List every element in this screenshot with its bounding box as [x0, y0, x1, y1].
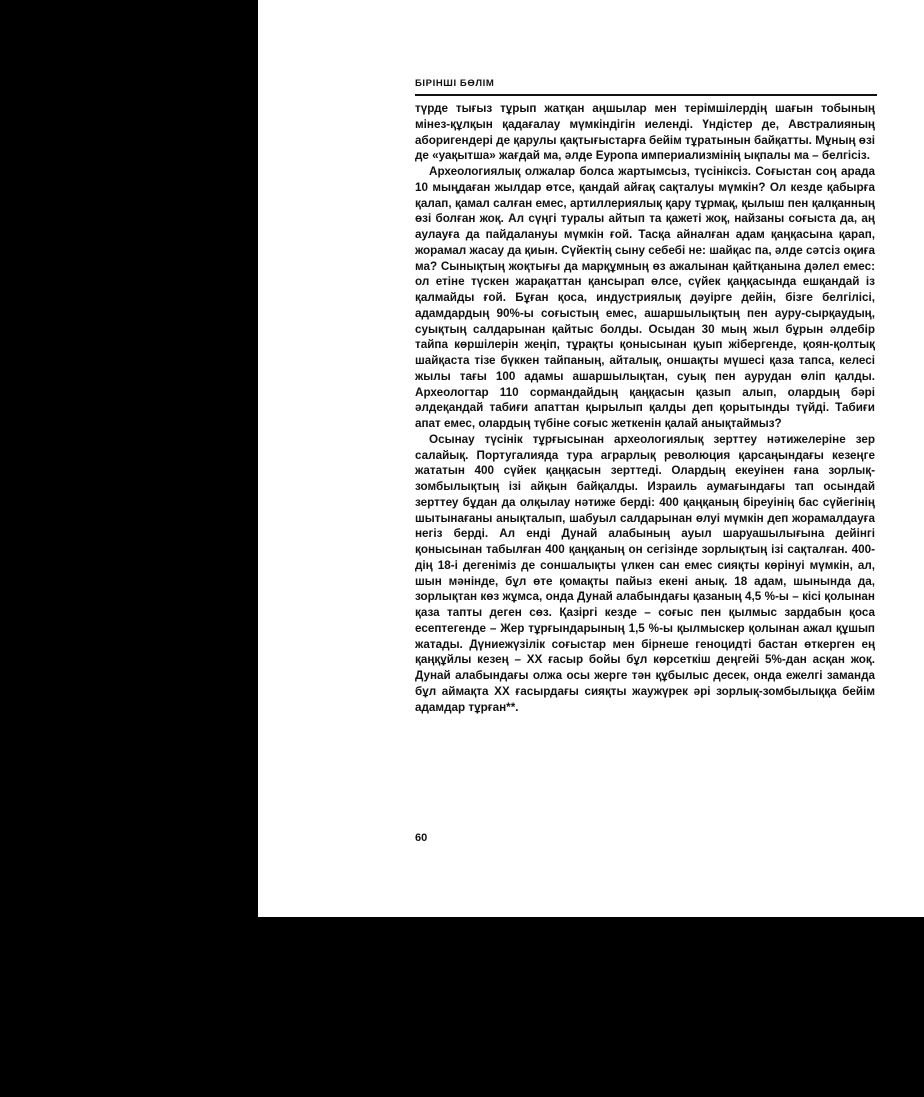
body-text	[415, 101, 875, 715]
scan-bottom-shadow	[258, 917, 924, 1097]
paragraph-research: Осынау түсінік тұрғысынан археологиялық зерттеу нәтижелеріне зер салайық. Португалияда тура аграрлық революция қарсаңындағы кезеңге жататын 400 сүйек қаңқасын зерттеді. Олардың екеуінен ғана зорлық-зомбылықтың ізі айқын байқалды. Израиль аумағындағы тап осындай зерттеу бұдан да олқылау нәтиже берді: 400 қаңқаның біреуінің бас сүйегінің шытынағаны анықталып, шабуыл салдарынан өлуі мүмкін деп жорамалдауға негіз берді. Ал енді Дунай алабының ауыл шаруашылығына дейінгі қонысынан табылған 400 қаңқаның он сегізінде зорлықтың ізі сақталған. 400-дің 18-і дегеніміз де соншалықты үлкен сан емес сияқты көрінуі мүмкін, ал, шын мәнінде, бұл өте қомақты пайыз екені анық. 18 адам, шынында да, зорлықтан көз жұмса, онда Дунай алабындағы қазаның 4,5 %-ы – кісі қолынан қаза тапты деген сөз. Қазіргі кезде – соғыс пен қылмыс зардабын қоса есептегенде – Жер тұрғындарының 1,5 %-ы қылмыскер қолынан ажал құшып жатады. Дүниежүзілік соғыстар мен бірнеше геноцидті бастан өткерген ең қаңқұйлы кезең – XX ғасыр бойы бұл көрсеткіш деңгейі 5%-дан асқан жоқ. Дунай алабындағы олжа осы жерге тән құбылыс десек, онда ежелгі заманда бұл аймақта XX ғасырдағы сияқты жаужүрек әрі зорлық-зомбылыққа бейім адамдар тұрған**.	[415, 432, 875, 714]
paragraph-archaeology: Археологиялық олжалар болса жартымсыз, түсініксіз. Соғыстан соң арада 10 мыңдаған жылдар өтсе, қандай айғақ сақталуы мүмкін? Ол кезде қабырға қалап, қамал салған емес, артиллериялық қару тұрмақ, қылыш пен қалқанның өзі болған жоқ. Ал сүңгі туралы айтып та қажеті жоқ, найзаны соғыста да, аң аулауға да пайдалануы мүмкін ғой. Тасқа айналған адам қаңқасына қарап, жорамал жасау да қиын. Сүйектің сыну себебі не: шайқас па, әлде сәтсіз оқиға ма? Сынықтың жоқтығы да марқұмның өз ажалынан қайтқанына дәлел емес: ол етіне түскен жарақаттан қансырап өлсе, сүйек қаңқасында ешқандай із қалмайды ғой. Бұған қоса, индустриялық дәуірге дейін, бізге белгілісі, адамдардың 90%-ы соғыстың емес, ашаршылықтың пен ауру-сырқаудың, суықтың салдарынан қайтыс болды. Осыдан 30 мың жыл бұрын әлдебір тайпа көршілерін жеңіп, тұрақты қонысынан қуып жібергенде, қоян-қолтық шайқаста тізе бүккен тайпаның, айталық, оншақты мүшесі қаза тапса, келесі жылы тағы 100 адамы ашаршылықтан, суық пен аурудан өліп қалды. Археологтар 110 сорманда​йдың қаңқасын қазып алып, олардың бәрі әлдеқандай табиғи апаттан қырылып қалды деп қорытынды түйді. Табиғи апат емес, олардың түбіне соғыс жеткенін қалай анықтаймыз?	[415, 165, 875, 430]
running-header: БІРІНШІ БӨЛІМ	[415, 78, 495, 89]
page-number: 60	[415, 832, 428, 844]
paragraph-continuation: түрде тығыз тұрып жатқан аңшылар мен терімшілердің шағын тобының мінез-құлқын қадағалау мүмкіндігін иеленді. Үндістер де, Австралияның аборигендері де қарулы қақтығыстарға бейім тұратынын байқатты. Мұның өзі де «уақытша» жағдай ма, әлде Еуропа империализмінің ықпалы ма – белгісіз.	[415, 102, 875, 163]
header-rule	[415, 94, 877, 96]
